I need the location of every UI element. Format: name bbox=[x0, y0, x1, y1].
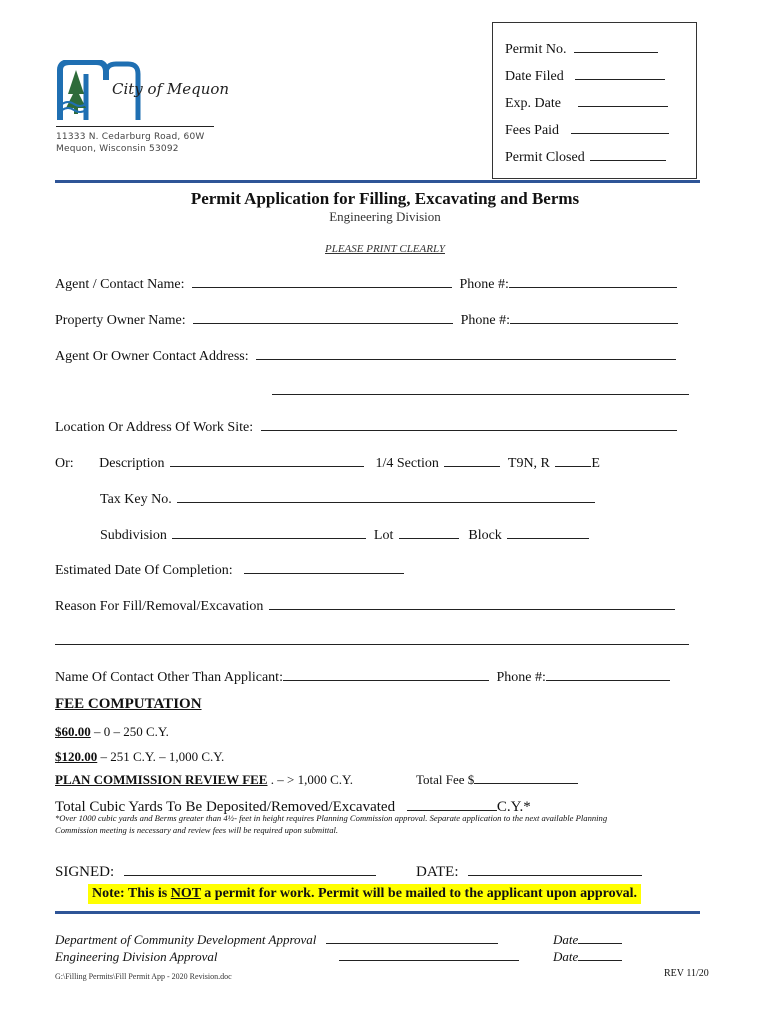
other-contact-name-field[interactable] bbox=[283, 666, 489, 681]
lot-field[interactable] bbox=[399, 524, 459, 539]
address-line-2: Mequon, Wisconsin 53092 bbox=[56, 144, 179, 154]
signature-field[interactable] bbox=[124, 861, 376, 876]
agent-contact-name-field[interactable] bbox=[192, 273, 452, 288]
tax-key-row: Tax Key No. bbox=[100, 488, 595, 509]
other-contact-row: Name Of Contact Other Than Applicant: Phone #: bbox=[55, 666, 670, 687]
reason-field[interactable] bbox=[269, 595, 675, 610]
city-name: City of Mequon bbox=[112, 80, 230, 98]
exp-date-line[interactable] bbox=[578, 92, 668, 107]
exp-date-field[interactable]: Exp. Date bbox=[505, 92, 668, 113]
permit-number-field[interactable]: Permit No. bbox=[505, 38, 658, 59]
date-filed-field[interactable]: Date Filed bbox=[505, 65, 665, 86]
work-site-address-field[interactable] bbox=[261, 416, 677, 431]
description-field[interactable] bbox=[170, 452, 364, 467]
total-cubic-yards-row: Total Cubic Yards To Be Deposited/Removed/Excavated C.Y.* bbox=[55, 796, 531, 816]
page-title: Permit Application for Filling, Excavating and Berms bbox=[190, 189, 580, 208]
total-cubic-yards-field[interactable] bbox=[407, 796, 497, 811]
agent-contact-row: Agent / Contact Name: Phone #: bbox=[55, 273, 677, 294]
other-contact-phone-field[interactable] bbox=[546, 666, 670, 681]
completion-date-row: Estimated Date Of Completion: bbox=[55, 559, 404, 580]
total-fee-row: Total Fee $ bbox=[416, 771, 578, 788]
signature-date-row: DATE: bbox=[416, 861, 642, 881]
fee-tier-2: $120.00 – 251 C.Y. – 1,000 C.Y. bbox=[55, 749, 225, 764]
file-path: G:\Filling Permits\Fill Permit App - 2020 Revision.doc bbox=[55, 972, 232, 981]
address-line-1: 11333 N. Cedarburg Road, 60W bbox=[56, 132, 205, 142]
dept-approval-row: Department of Community Development Approval bbox=[55, 932, 498, 948]
subdivision-row: Subdivision Lot Block bbox=[100, 524, 589, 545]
legal-description-row: Or: Description 1/4 Section T9N, R E bbox=[55, 452, 600, 473]
footnote-line-2: Commission meeting is necessary and review fees will be required upon submittal. bbox=[55, 825, 339, 835]
signature-row: SIGNED: bbox=[55, 861, 376, 881]
eng-approval-row: Engineering Division Approval bbox=[55, 949, 519, 965]
reason-row: Reason For Fill/Removal/Excavation bbox=[55, 595, 675, 616]
revision-label: REV 11/20 bbox=[664, 968, 709, 979]
contact-address-field[interactable] bbox=[256, 345, 676, 360]
reason-field-line-2[interactable] bbox=[55, 630, 689, 645]
fee-computation-heading: FEE COMPUTATION bbox=[55, 696, 202, 712]
permit-closed-line[interactable] bbox=[590, 146, 666, 161]
owner-phone-field[interactable] bbox=[510, 309, 678, 324]
date-filed-line[interactable] bbox=[575, 65, 665, 80]
dept-approval-date: Date bbox=[553, 932, 622, 948]
page-subtitle: Engineering Division bbox=[329, 209, 441, 224]
contact-address-row: Agent Or Owner Contact Address: bbox=[55, 345, 676, 366]
print-clearly-instruction: PLEASE PRINT CLEARLY bbox=[325, 243, 445, 255]
dept-approval-date-field[interactable] bbox=[578, 932, 622, 944]
signature-date-field[interactable] bbox=[468, 861, 642, 876]
footnote-line-1: *Over 1000 cubic yards and Berms greater than 4½- feet in height requires Planning Commission approval. Separate application to the next available Planning bbox=[55, 813, 608, 823]
eng-approval-date: Date bbox=[553, 949, 622, 965]
not-a-permit-note: Note: This is NOT a permit for work. Permit will be mailed to the applicant upon approval. bbox=[88, 884, 641, 904]
contact-address-field-line-2[interactable] bbox=[272, 380, 689, 395]
agent-phone-field[interactable] bbox=[509, 273, 677, 288]
approval-rule bbox=[55, 911, 700, 914]
permit-number-line[interactable] bbox=[574, 38, 658, 53]
logo-divider bbox=[56, 126, 214, 127]
owner-name-field[interactable] bbox=[193, 309, 453, 324]
block-field[interactable] bbox=[507, 524, 589, 539]
owner-name-row: Property Owner Name: Phone #: bbox=[55, 309, 678, 330]
eng-approval-date-field[interactable] bbox=[578, 949, 622, 961]
fee-tier-1: $60.00 – 0 – 250 C.Y. bbox=[55, 724, 169, 739]
work-site-row: Location Or Address Of Work Site: bbox=[55, 416, 677, 437]
permit-closed-field[interactable]: Permit Closed bbox=[505, 146, 666, 167]
plan-commission-fee: PLAN COMMISSION REVIEW FEE . – > 1,000 C.Y. bbox=[55, 772, 353, 787]
fees-paid-field[interactable]: Fees Paid bbox=[505, 119, 669, 140]
total-fee-field[interactable] bbox=[474, 771, 578, 784]
tax-key-field[interactable] bbox=[177, 488, 595, 503]
header-rule bbox=[55, 180, 700, 183]
dept-approval-signature-field[interactable] bbox=[326, 932, 498, 944]
subdivision-field[interactable] bbox=[172, 524, 366, 539]
range-field[interactable] bbox=[555, 452, 591, 467]
quarter-section-field[interactable] bbox=[444, 452, 500, 467]
eng-approval-signature-field[interactable] bbox=[339, 949, 519, 961]
fees-paid-line[interactable] bbox=[571, 119, 669, 134]
completion-date-field[interactable] bbox=[244, 559, 404, 574]
